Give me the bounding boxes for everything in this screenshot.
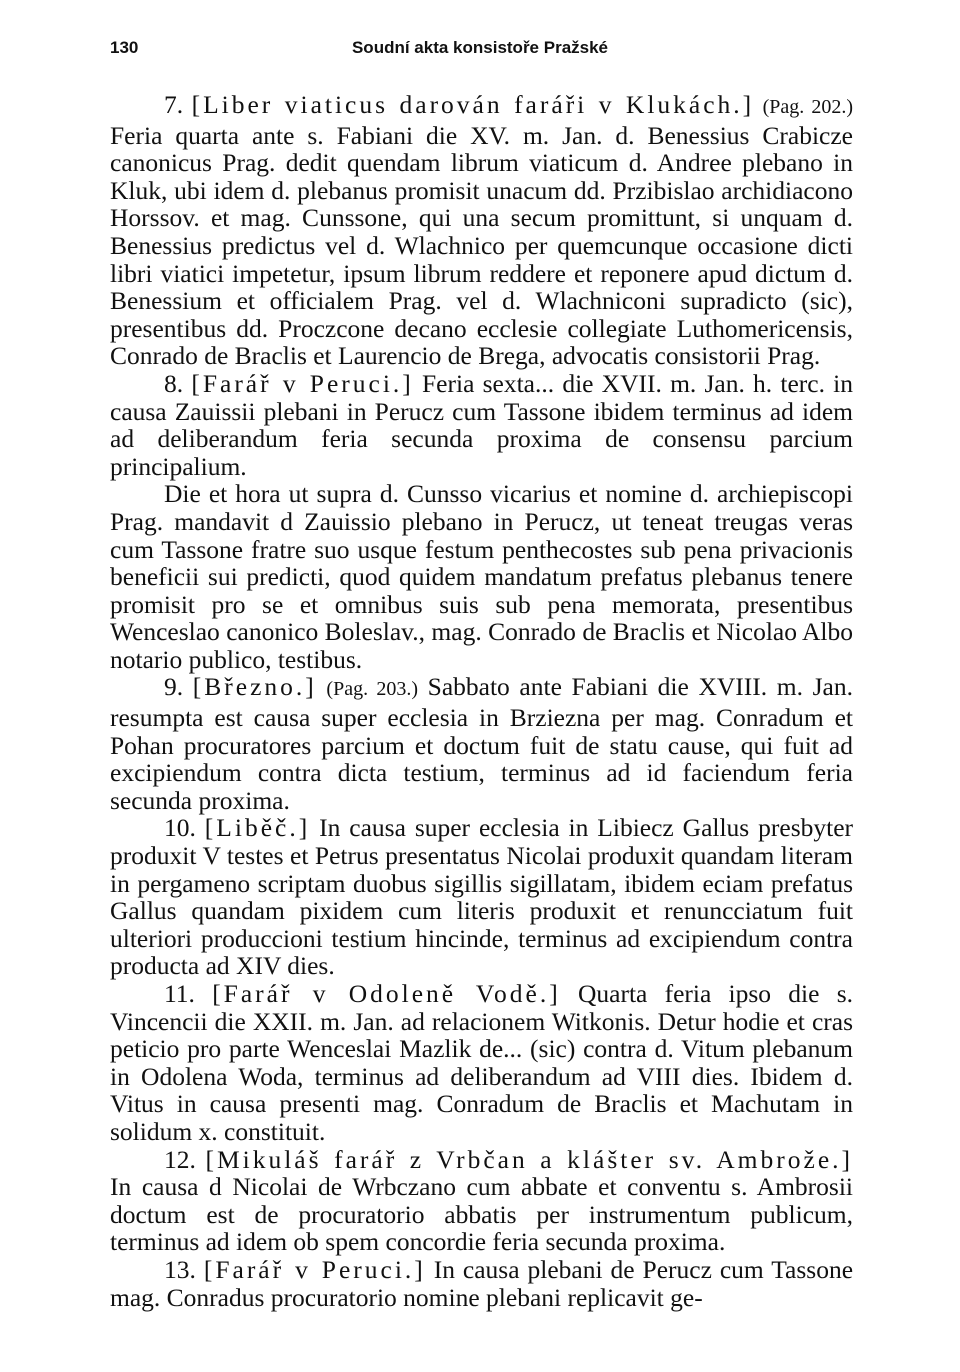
entry-8-continuation <box>110 480 853 673</box>
entry-text: In causa super ecclesia in Libiecz Gallus presbyter produxit V testes et Petrus presentatus Nicolai produxit quandam literam in pergameno scriptam duobus sigillis sigillatam, ibidem eciam prefatus Gallus quandam pixidem cum literis produxit et renuncciatum fuit ulteriori produccioni testium hincinde, terminus ad excipiendum contra producta ad XIV dies. <box>110 813 854 981</box>
entry-heading: [Liber viaticus darován faráři v Klukách.] <box>191 90 755 119</box>
entry-heading: [Mikuláš farář z Vrbčan a klášter sv. Ambrože.] <box>205 1144 854 1174</box>
entry-number: 13. <box>164 1254 196 1284</box>
entry-8 <box>110 370 853 480</box>
entry-9 <box>110 673 853 814</box>
entry-10 <box>110 814 853 980</box>
entry-12 <box>110 1146 853 1256</box>
entry-number: 8. <box>164 368 184 398</box>
entry-7 <box>110 91 853 370</box>
page-reference: (Pag. 202.) <box>762 96 854 118</box>
entry-number: 9. <box>164 672 184 702</box>
entry-text: Sabbato ante Fabiani die XVIII. m. Jan. resumpta est causa super ecclesia in Brziezna per mag. Conradum et Pohan procuratores parcium et doctum fuit de statu cause, qui fuit ad excipiendum contra dicta testium, terminus ad id faciendum feria secunda proxima. <box>110 672 853 815</box>
entry-number: 10. <box>164 813 196 843</box>
entry-number: 11. <box>164 979 195 1008</box>
entry-number: 7. <box>164 90 184 119</box>
entry-heading: [Březno.] <box>192 672 317 702</box>
entry-text: Die et hora ut supra d. Cunsso vicarius et nomine d. archiepiscopi Prag. mandavit d Zauissio plebano in Perucz, ut teneat treugas veras cum Tassone fratre suo usque festum penthecostes sub pena privacionis beneficii sui predicti, quod quidem mandatum prefatus plebanus tenere promisit pro se et omnibus suis sub pena memorata, presentibus Wenceslao canonico Boleslav., mag. Conrado de Braclis et Nicolao Albo notario publico, testibus. <box>110 479 853 674</box>
entry-11 <box>110 980 853 1146</box>
running-title: Soudní akta konsistoře Pražské <box>351 38 609 57</box>
entry-13 <box>110 1256 853 1311</box>
entry-text: Feria quarta ante s. Fabiani die XV. m. Jan. d. Benessius Crabicze canonicus Prag. dedit quendam librum viaticum d. Andree plebano in Kluk, ubi idem d. plebanus promisit unacum dd. Przibislao archidiacono Horssov. et mag. Cunssone, qui una secum promittunt, si unquam d. Benessius predictus vel d. Wlachnico per quemcunque occasione dicti libri viatici impetetur, ipsum librum reddere et reponere apud dictum d. Benessium et officialem Prag. vel d. Wlachniconi supradicto (sic), presentibus dd. Proczcone decano ecclesie collegiate Luthomericensis, Conrado de Braclis et Laurencio de Brega, advocatis consistorii Prag. <box>110 120 853 371</box>
entry-text: In causa d Nicolai de Wrbczano cum abbate et conventu s. Ambrosii doctum est de procuratorio abbatis per instrumentum publicum, terminus ad idem ob spem concordie feria secunda proxima. <box>110 1172 853 1257</box>
entry-heading: [Liběč.] <box>204 813 311 843</box>
entry-text: Quarta feria ipso die s. Vincencii die XXII. m. Jan. ad relacionem Witkonis. Detur hodie et cras peticio pro parte Wenceslai Mazlik de... (sic) contra d. Vitum plebanum in Odolena Woda, terminus ad deliberandum ad VIII dies. Ibidem d. Vitus in causa presenti mag. Conradum de Braclis et Machutam in solidum x. constituit. <box>110 979 853 1146</box>
entry-text: Feria sexta... die XVII. m. Jan. h. terc. in causa Zauissii plebani in Perucz cum Tassone ibidem terminus ad idem ad deliberandum feria secunda proxima de consensu parcium principalium. <box>110 368 853 481</box>
entry-heading: [Farář v Odoleně Vodě.] <box>212 979 561 1008</box>
entry-number: 12. <box>164 1144 196 1174</box>
page-reference: (Pag. 203.) <box>326 678 418 701</box>
page-number: 130 <box>110 38 139 57</box>
page-body <box>110 91 853 1311</box>
page-header <box>110 38 850 68</box>
entry-heading: [Farář v Peruci.] <box>191 368 414 398</box>
entry-text: In causa plebani de Perucz cum Tassone mag. Conradus procuratorio nomine plebani replicavit ge- <box>110 1254 854 1312</box>
entry-heading: [Farář v Peruci.] <box>203 1254 426 1284</box>
